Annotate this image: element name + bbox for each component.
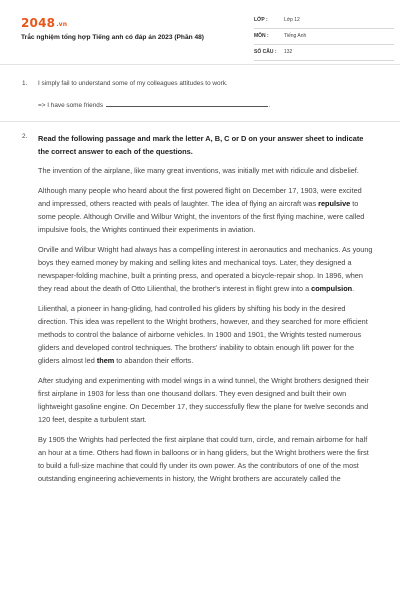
question-text: I simply fail to understand some of my colleagues attitudes to work. <box>38 80 228 87</box>
document-title: Trắc nghiệm tổng hợp Tiếng anh có đáp án 2023 (Phần 48) <box>21 34 204 41</box>
meta-row-subject <box>254 29 394 45</box>
meta-value: Lớp 12 <box>284 17 300 23</box>
passage-paragraph-3 <box>38 243 374 295</box>
paragraph-text: Although many people who heard about the first powered flight on December 17, 1903, were excited and impressed, others reacted with peals of laughter. The idea of flying an aircraft was <box>38 186 362 208</box>
document-header <box>0 0 400 62</box>
meta-label: SỐ CÂU : <box>254 49 277 55</box>
question-body <box>38 132 374 492</box>
answer-prefix: => I have some friends <box>38 102 104 109</box>
answer-line <box>38 100 271 109</box>
highlighted-word: them <box>96 356 115 365</box>
paragraph-text: . <box>352 284 355 293</box>
passage-paragraph-5: After studying and experimenting with model wings in a wind tunnel, the Wright brothers designed their first airplane in 1903 for less than one thousand dollars. They even designed and built their own lightweight gasoline engine. On December 17, they successfully flew the plane for twelve seconds and 120 feet, despite a turbulent start. <box>38 376 369 424</box>
meta-row-class <box>254 13 394 29</box>
question-divider <box>0 121 400 122</box>
question-number: 1. <box>22 80 28 87</box>
paragraph-text: to abandon their efforts. <box>114 356 194 365</box>
answer-blank[interactable] <box>106 100 268 107</box>
highlighted-word: compulsion <box>311 284 353 293</box>
meta-label: LỚP : <box>254 17 268 23</box>
passage-paragraph-4 <box>38 302 374 367</box>
question-instruction: Read the following passage and mark the letter A, B, C or D on your answer sheet to indicate the correct answer to each of the questions. <box>38 134 364 156</box>
meta-label: MÔN : <box>254 33 269 39</box>
meta-row-question-count <box>254 45 394 61</box>
paragraph-text: Lilienthal, a pioneer in hang-gliding, had controlled his gliders by shifting his body in the desired direction. This idea was repellent to the Wright brothers, however, and they searched for more efficient methods to control the balance of airborne vehicles. In 1900 and 1901, the Wrights tested numerous gliders and developed control techniques. The brothers' inability to obtain enough lift power for the gliders almost led <box>38 304 368 365</box>
question-number: 2. <box>22 133 28 140</box>
paragraph-text: to some people. Although Orville and Wilbur Wright, the inventors of the first flying machine, were called impulsive fools, the Wrights continued their experiments in aviation. <box>38 199 365 234</box>
answer-suffix: . <box>268 102 271 109</box>
meta-table <box>254 13 394 61</box>
site-logo[interactable] <box>21 16 67 30</box>
paragraph-text: Orville and Wilbur Wright had always has a compelling interest in aeronautics and mechanics. As young boys they earned money by making and selling kites and mechanical toys. Later, they designed a newspaper-folding machine, built a printing press, and operated a bicycle-repair shop. In 1896, when they read about the death of Otto Lilienthal, the brother's interest in flight grew into a <box>38 245 373 293</box>
highlighted-word: repulsive <box>318 199 351 208</box>
passage-paragraph-6: By 1905 the Wrights had perfected the first airplane that could turn, circle, and remain airborne for half an hour at a time. Others had flown in balloons or in hang gliders, but the Wright brothers were the first to build a full-size machine that could fly under its own power. As the contributors of one of the most outstanding engineering achievements in history, the Wright brothers are accurately called the <box>38 435 369 483</box>
header-divider <box>0 64 400 65</box>
logo-tld: .vn <box>56 21 68 28</box>
meta-value: 132 <box>284 49 293 55</box>
passage-paragraph-2 <box>38 184 374 236</box>
meta-value: Tiếng Anh <box>284 33 307 39</box>
logo-main: 2048 <box>21 16 56 30</box>
passage-paragraph-1: The invention of the airplane, like many great inventions, was initially met with ridicule and disbelief. <box>38 166 359 175</box>
